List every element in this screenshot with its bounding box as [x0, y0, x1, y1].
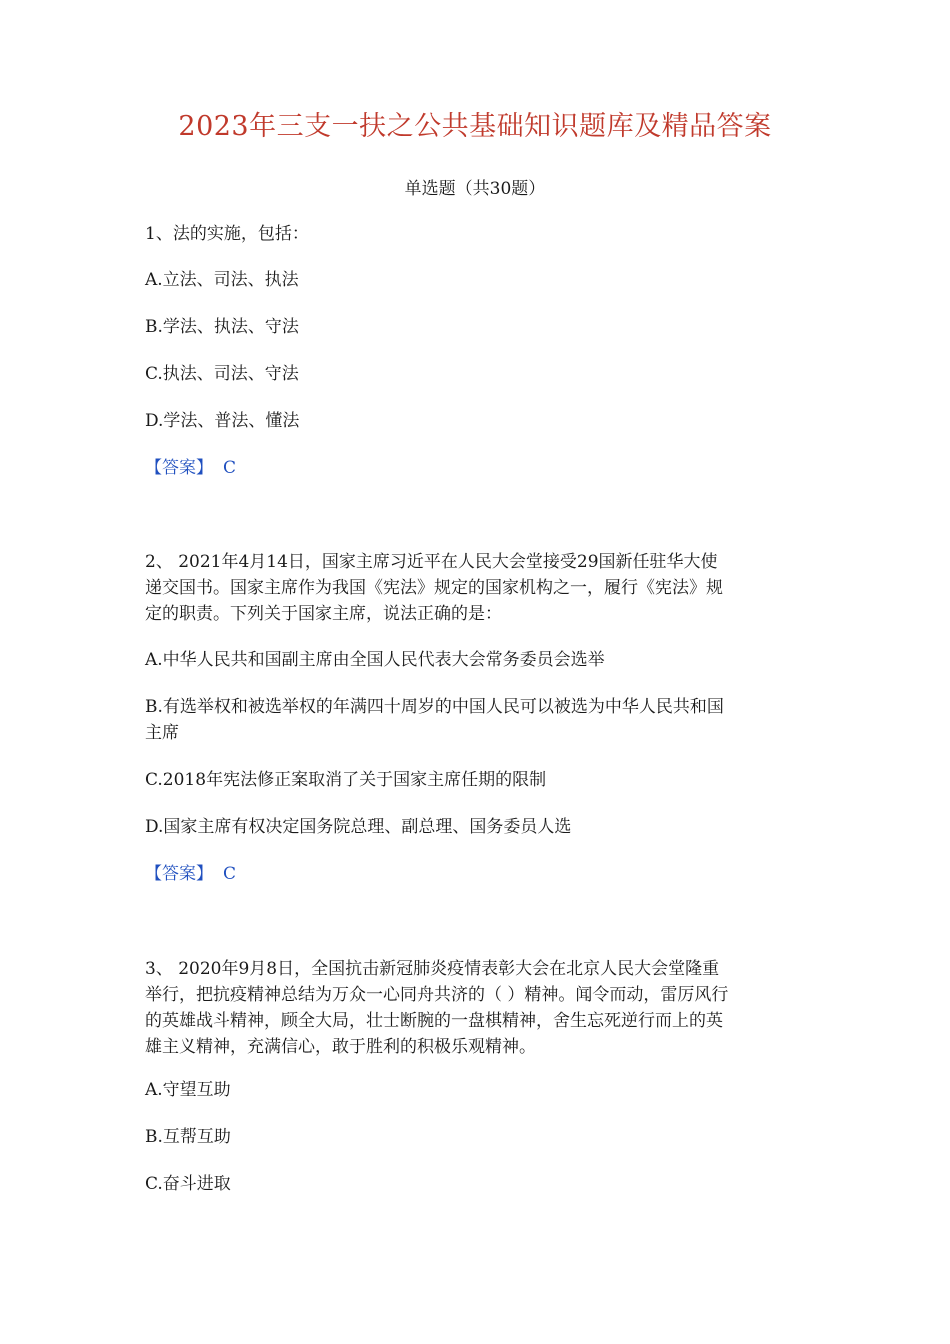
question-1-option-c: C.执法、司法、守法: [145, 364, 299, 384]
question-3-stem-line-1: 3、 2020年9月8日，全国抗击新冠肺炎疫情表彰大会在北京人民大会堂隆重: [145, 959, 720, 979]
question-2-stem-line-2: 递交国书。国家主席作为我国《宪法》规定的国家机构之一，履行《宪法》规: [145, 578, 723, 598]
question-1-option-d: D.学法、普法、懂法: [145, 411, 300, 431]
question-3-stem-line-4: 雄主义精神，充满信心，敢于胜利的积极乐观精神。: [145, 1037, 536, 1057]
question-3-option-a: A.守望互助: [145, 1080, 231, 1100]
question-2-answer: [145, 860, 810, 888]
question-3-stem-line-3: 的英雄战斗精神，顾全大局，壮士断腕的一盘棋精神，舍生忘死逆行而上的英: [145, 1011, 723, 1031]
question-3-option-c: C.奋斗进取: [145, 1174, 231, 1194]
question-2-option-b-cont: 主席: [145, 723, 179, 743]
question-2-stem-line-3: 定的职责。下列关于国家主席，说法正确的是：: [145, 604, 502, 624]
question-1-option-b: B.学法、执法、守法: [145, 317, 299, 337]
question-2-option-d: D.国家主席有权决定国务院总理、副总理、国务委员人选: [145, 817, 572, 837]
question-3-stem-line-2: 举行，把抗疫精神总结为万众一心同舟共济的（ ）精神。闻令而动，雷厉风行: [145, 985, 729, 1005]
section-heading: 单选题（共30题）: [404, 179, 546, 199]
answer-value: C: [223, 864, 237, 884]
question-2-option-a: A.中华人民共和国副主席由全国人民代表大会常务委员会选举: [145, 650, 605, 670]
question-1-option-a: A.立法、司法、执法: [145, 270, 299, 290]
question-1-stem: 1、法的实施，包括：: [145, 224, 309, 244]
question-1-answer: [145, 454, 810, 482]
question-3-option-b: B.互帮互助: [145, 1127, 231, 1147]
answer-label: 【答案】: [145, 458, 213, 478]
question-2-option-c: C.2018年宪法修正案取消了关于国家主席任期的限制: [145, 770, 547, 790]
page-title: 2023年三支一扶之公共基础知识题库及精品答案: [178, 111, 772, 142]
question-2-option-b: B.有选举权和被选举权的年满四十周岁的中国人民可以被选为中华人民共和国: [145, 697, 724, 717]
question-2-stem-line-1: 2、 2021年4月14日，国家主席习近平在人民大会堂接受29国新任驻华大使: [145, 552, 718, 572]
answer-label: 【答案】: [145, 864, 213, 884]
answer-value: C: [223, 458, 237, 478]
